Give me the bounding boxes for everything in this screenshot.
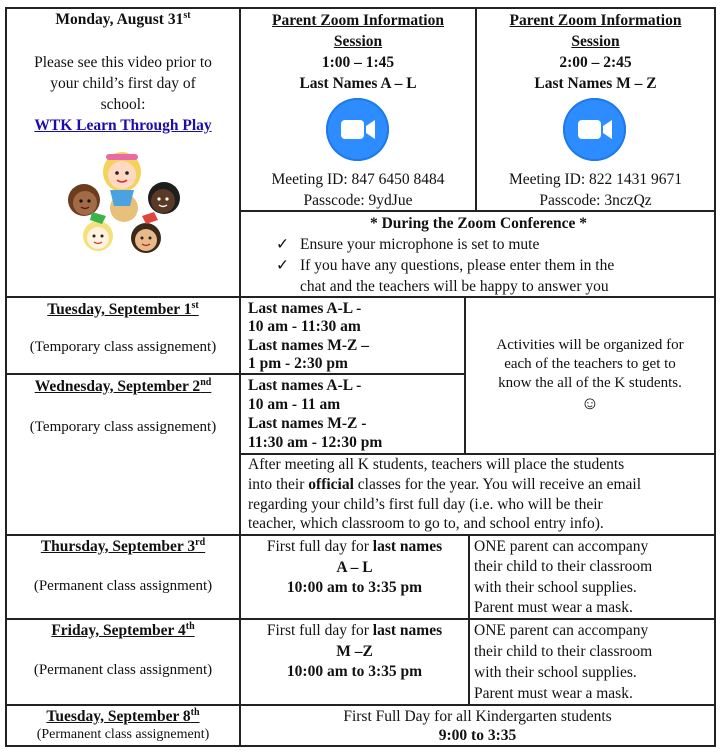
checkmark-icon: ✓	[276, 236, 289, 253]
friday-parent-2: their child to their classroom	[474, 643, 653, 660]
thursday-parent-3: with their school supplies.	[474, 579, 637, 596]
wednesday-group-a-time: 10 am - 11 am	[248, 396, 341, 413]
thursday-parent-1: ONE parent can accompany	[474, 538, 649, 555]
row-divider-thu	[5, 534, 716, 536]
tuesday-sep8-subtitle: (Permanent class assignement)	[36, 727, 210, 742]
tuesday-subtitle: (Temporary class assignement)	[29, 339, 217, 355]
session1-title-line2: Session	[333, 33, 383, 50]
session2-title-line2: Session	[571, 33, 620, 50]
full-day-all-students: First Full Day for all Kindergarten students	[343, 708, 612, 725]
row-divider-tue8	[5, 704, 716, 706]
activities-line-1: Activities will be organized for	[496, 337, 684, 353]
wednesday-group-m: Last names M-Z -	[248, 415, 367, 432]
session2-time: 2:00 – 2:45	[559, 54, 632, 71]
zoom-camera-icon[interactable]	[563, 98, 626, 161]
after-line-3: regarding your child’s first full day (i.e. who will be their	[248, 496, 603, 513]
thursday-parent-2: their child to their classroom	[474, 558, 653, 575]
conference-title: * During the Zoom Conference *	[369, 215, 588, 232]
video-link[interactable]: WTK Learn Through Play	[34, 117, 212, 134]
friday-subtitle: (Permanent class assignment)	[33, 662, 213, 678]
smiley-icon: ☺	[580, 393, 600, 413]
thursday-names: A – L	[336, 559, 373, 576]
tuesday-group-m: Last names M-Z –	[248, 337, 369, 354]
tuesday-heading: Tuesday, September 1st	[47, 299, 199, 318]
session1-meeting-id: Meeting ID: 847 6450 8484	[271, 171, 445, 188]
tuesday-group-a-time: 10 am - 11:30 am	[248, 318, 361, 335]
tuesday-sep8-heading: Tuesday, September 8th	[46, 706, 200, 725]
monday-line-3: school:	[100, 96, 146, 113]
session2-passcode: Passcode: 3nczQz	[539, 192, 652, 209]
thursday-parent-4: Parent must wear a mask.	[474, 599, 633, 616]
session2-title-line1: Parent Zoom Information	[509, 12, 682, 29]
monday-line-1: Please see this video prior to	[34, 54, 212, 71]
friday-time: 10:00 am to 3:35 pm	[286, 663, 423, 680]
friday-parent-1: ONE parent can accompany	[474, 622, 649, 639]
thursday-first-day: First full day for last names	[266, 538, 443, 555]
session1-passcode: Passcode: 9ydJue	[303, 192, 413, 209]
row-divider-wed	[5, 373, 466, 375]
checkmark-icon: ✓	[276, 257, 289, 274]
monday-line-2: your child’s first day of	[50, 75, 196, 92]
session1-time: 1:00 – 1:45	[321, 54, 395, 71]
wednesday-heading: Wednesday, September 2nd	[34, 376, 212, 395]
thursday-time: 10:00 am to 3:35 pm	[286, 579, 423, 596]
session1-names: Last Names A – L	[299, 75, 417, 92]
monday-heading: Monday, August 31st	[55, 9, 191, 28]
table-border-right	[714, 7, 716, 747]
after-line-2: into their official classes for the year. You will receive an email	[248, 476, 641, 493]
wednesday-group-a: Last names A-L -	[248, 377, 362, 394]
conference-bullet-1: ✓ Ensure your microphone is set to mute	[276, 236, 540, 253]
friday-names: M –Z	[336, 643, 373, 660]
friday-parent-4: Parent must wear a mask.	[474, 685, 633, 702]
session2-meeting-id: Meeting ID: 822 1431 9671	[508, 171, 683, 188]
tuesday-group-m-time: 1 pm - 2:30 pm	[248, 355, 348, 372]
activities-line-3: know the all of the K students.	[498, 375, 682, 391]
children-circle-illustration	[62, 150, 186, 260]
thursday-heading: Thursday, September 3rd	[40, 536, 206, 555]
conference-bullet-2: ✓ If you have any questions, please enter them in the	[276, 257, 615, 274]
tuesday-group-a: Last names A-L -	[248, 300, 362, 317]
activities-line-2: each of the teachers to get to	[504, 356, 676, 372]
thursday-subtitle: (Permanent class assignment)	[33, 578, 213, 594]
zoom-camera-icon[interactable]	[326, 98, 389, 161]
friday-parent-3: with their school supplies.	[474, 664, 637, 681]
table-border-top	[5, 7, 716, 9]
friday-first-day: First full day for last names	[266, 622, 443, 639]
row-divider-fri	[5, 618, 716, 620]
after-line-1: After meeting all K students, teachers will place the students	[248, 456, 625, 473]
conference-bullet-2-cont: chat and the teachers will be happy to answer you	[300, 278, 609, 295]
wednesday-subtitle: (Temporary class assignement)	[29, 419, 217, 435]
session1-title-line1: Parent Zoom Information	[272, 12, 444, 29]
friday-heading: Friday, September 4th	[51, 620, 195, 639]
full-day-time: 9:00 to 3:35	[438, 727, 517, 744]
wednesday-group-m-time: 11:30 am - 12:30 pm	[248, 434, 383, 451]
session2-names: Last Names M – Z	[534, 75, 657, 92]
after-line-4: teacher, which classroom to go to, and school entry info).	[248, 515, 604, 532]
